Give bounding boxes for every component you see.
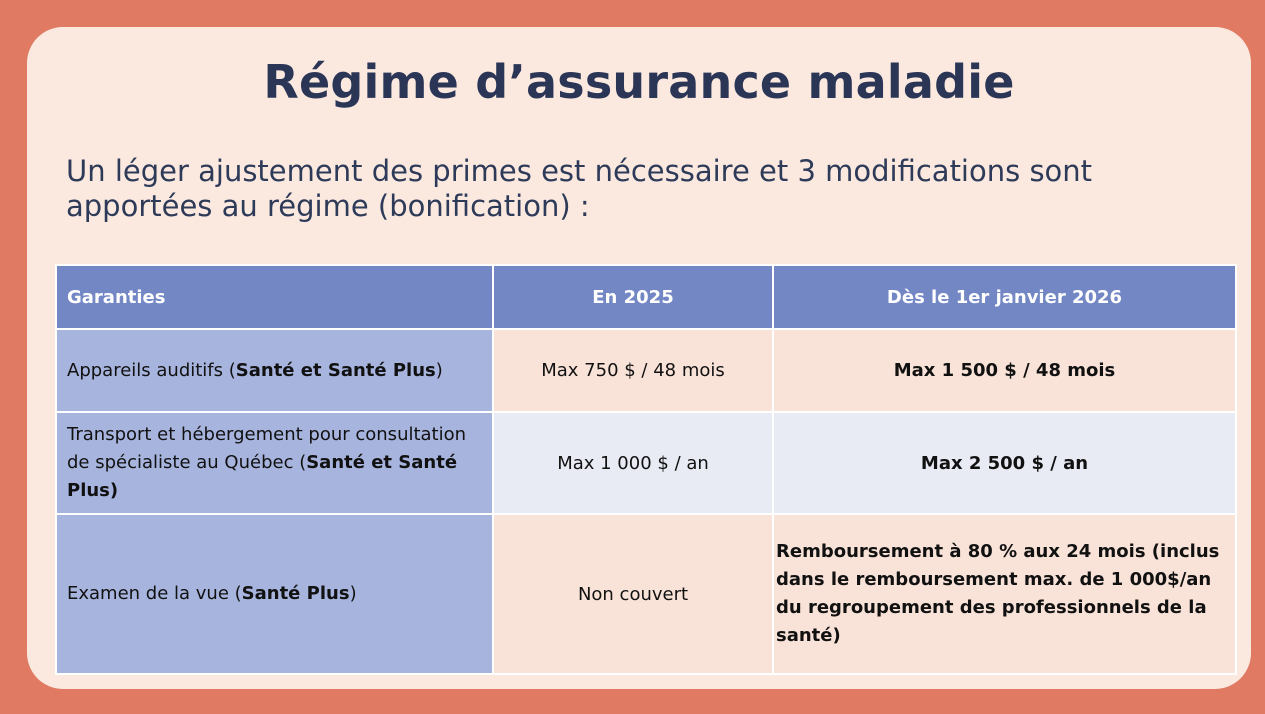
row-label-suffix: ) <box>435 359 443 381</box>
table-row <box>56 329 1236 412</box>
row-label-text: Transport et hébergement pour consultation de spécialiste au Québec ( <box>67 424 467 473</box>
table-header <box>56 265 1236 329</box>
table-body <box>56 329 1236 674</box>
value-2026: Max 1 500 $ / 48 mois <box>773 329 1236 412</box>
header-2026: Dès le 1er janvier 2026 <box>773 265 1236 329</box>
table-row <box>56 412 1236 514</box>
row-label-plan: Santé Plus <box>241 583 350 604</box>
row-label-hearing-aids <box>56 329 493 412</box>
header-2025: En 2025 <box>493 265 773 329</box>
row-label-plan: Santé et Santé Plus) <box>67 452 458 501</box>
slide-title: Régime d’assurance maladie <box>263 55 1015 109</box>
value-2025: Max 750 $ / 48 mois <box>493 329 773 412</box>
coverage-table <box>55 264 1237 675</box>
value-2026: Max 2 500 $ / an <box>773 412 1236 514</box>
row-label-transport <box>56 412 493 514</box>
row-label-eye-exam <box>56 514 493 674</box>
value-2026: Remboursement à 80 % aux 24 mois (inclus dans le remboursement max. de 1 000$/an du regroupement des professionnels de la santé) <box>773 514 1236 674</box>
row-label-plan: Santé et Santé Plus <box>235 359 436 381</box>
slide-card <box>27 27 1251 689</box>
header-garanties: Garanties <box>56 265 493 329</box>
slide-subtitle: Un léger ajustement des primes est nécessaire et 3 modifications sont apportées au régime (bonification) : <box>66 154 1093 223</box>
row-label-suffix: ) <box>349 583 357 604</box>
table-row <box>56 514 1236 674</box>
value-2025: Max 1 000 $ / an <box>493 412 773 514</box>
row-label-text: Appareils auditifs ( <box>67 359 236 381</box>
value-2025: Non couvert <box>493 514 773 674</box>
row-label-text: Examen de la vue ( <box>67 583 242 604</box>
header-row <box>56 265 1236 329</box>
